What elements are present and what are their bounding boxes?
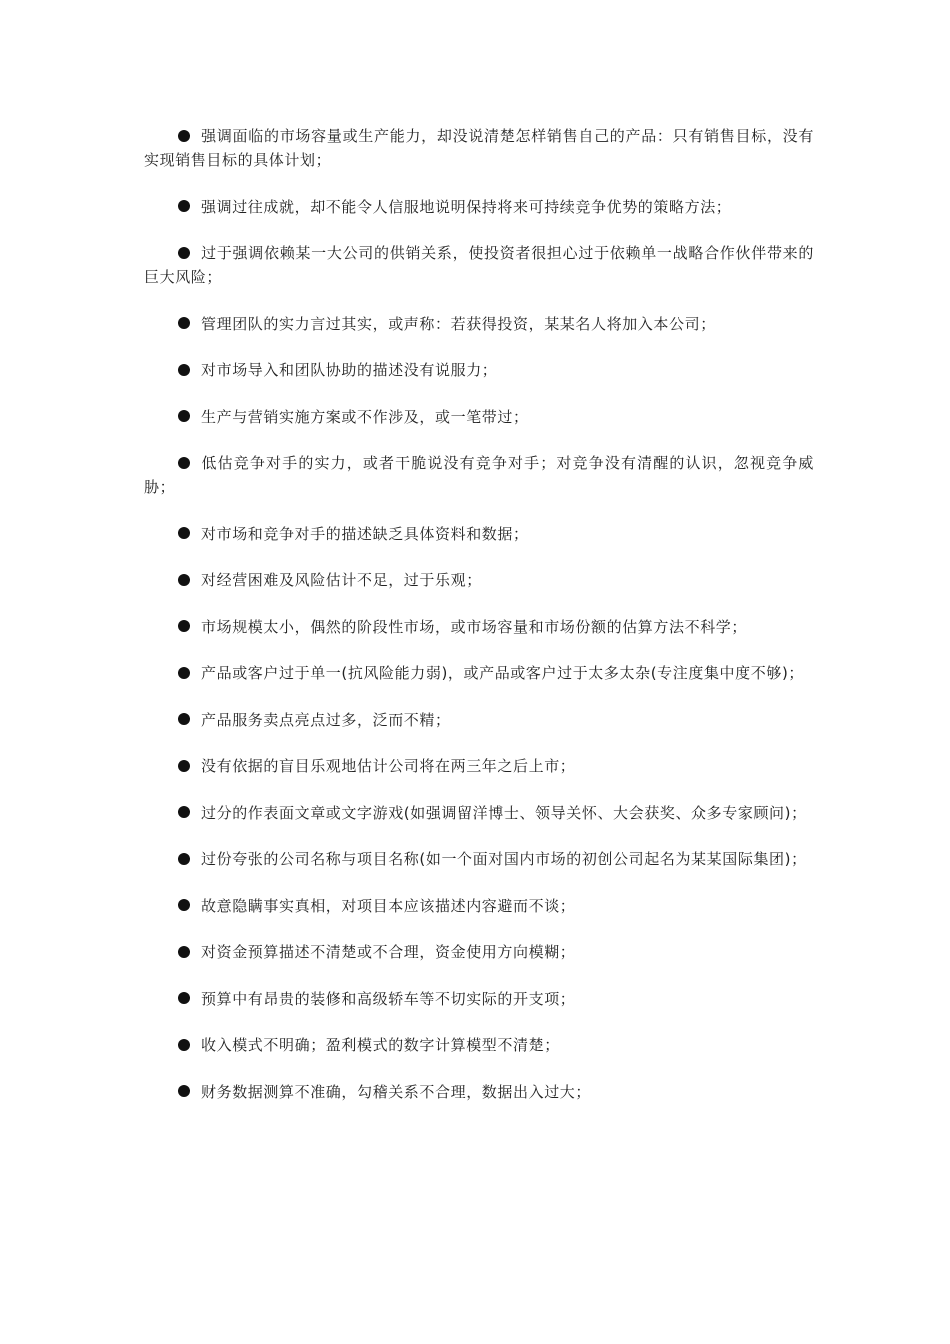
list-item: [144, 124, 814, 172]
bullet-icon: [178, 899, 190, 911]
list-item: [144, 987, 814, 1011]
list-item: [144, 894, 814, 918]
bullet-icon: [178, 667, 190, 679]
list-item: [144, 405, 814, 429]
list-item-text: 收入模式不明确；盈利模式的数字计算模型不清楚；: [201, 1036, 560, 1054]
list-item-text: 对经营困难及风险估计不足，过于乐观；: [201, 571, 482, 589]
list-item-text: 管理团队的实力言过其实，或声称：若获得投资，某某名人将加入本公司；: [201, 314, 716, 333]
list-item: [144, 358, 814, 382]
list-item: [144, 568, 814, 592]
list-item-text: 财务数据测算不准确，勾稽关系不合理，数据出入过大；: [201, 1082, 592, 1101]
list-item: [144, 708, 814, 732]
bullet-icon: [178, 130, 190, 142]
bullet-icon: [178, 247, 190, 259]
list-item: [144, 1033, 814, 1057]
list-item-text: 产品服务卖点亮点过多，泛而不精；: [201, 710, 451, 729]
bullet-icon: [178, 364, 190, 376]
list-item-text: 对市场和竞争对手的描述缺乏具体资料和数据；: [201, 524, 529, 543]
bullet-icon: [178, 760, 190, 772]
bullet-icon: [178, 457, 190, 469]
list-item-text: 没有依据的盲目乐观地估计公司将在两三年之后上市；: [201, 757, 576, 775]
list-item-text: 市场规模太小，偶然的阶段性市场，或市场容量和市场份额的估算方法不科学；: [201, 617, 748, 636]
list-item: [144, 312, 814, 336]
list-item-text: 生产与营销实施方案或不作涉及，或一笔带过；: [201, 407, 529, 426]
bullet-icon: [178, 853, 190, 865]
bullet-icon: [178, 200, 190, 212]
list-item: [144, 801, 814, 825]
bullet-icon: [178, 317, 190, 329]
bullet-icon: [178, 806, 190, 818]
list-item-text: 预算中有昂贵的装修和高级轿车等不切实际的开支项；: [201, 989, 576, 1008]
bullet-list: [144, 124, 814, 1126]
bullet-icon: [178, 574, 190, 586]
list-item-text: 过份夸张的公司名称与项目名称(如一个面对国内市场的初创公司起名为某某国际集团)；: [201, 850, 807, 868]
bullet-icon: [178, 1039, 190, 1051]
list-item-text: 故意隐瞒事实真相，对项目本应该描述内容避而不谈；: [201, 896, 576, 915]
list-item-text: 低估竞争对手的实力，或者干脆说没有竞争对手；对竞争没有清醒的认识，忽视竞争威胁；: [144, 454, 814, 496]
bullet-icon: [178, 620, 190, 632]
list-item: [144, 661, 814, 685]
list-item-text: 过于强调依赖某一大公司的供销关系，使投资者很担心过于依赖单一战略合作伙伴带来的巨大风险；: [144, 244, 814, 286]
list-item: [144, 940, 814, 964]
list-item: [144, 522, 814, 546]
list-item: [144, 241, 814, 289]
bullet-icon: [178, 713, 190, 725]
list-item-text: 强调过往成就，却不能令人信服地说明保持将来可持续竞争优势的策略方法；: [201, 197, 732, 216]
bullet-icon: [178, 992, 190, 1004]
list-item: [144, 754, 814, 778]
list-item: [144, 1080, 814, 1104]
list-item-text: 对市场导入和团队协助的描述没有说服力；: [201, 361, 498, 379]
list-item-text: 产品或客户过于单一(抗风险能力弱)，或产品或客户过于太多太杂(专注度集中度不够)；: [201, 664, 805, 682]
list-item-text: 强调面临的市场容量或生产能力，却没说清楚怎样销售自己的产品：只有销售目标，没有实现销售目标的具体计划；: [144, 127, 814, 169]
bullet-icon: [178, 1085, 190, 1097]
list-item: [144, 615, 814, 639]
list-item: [144, 451, 814, 499]
bullet-icon: [178, 946, 190, 958]
list-item-text: 对资金预算描述不清楚或不合理，资金使用方向模糊；: [201, 943, 576, 961]
bullet-icon: [178, 410, 190, 422]
list-item: [144, 195, 814, 219]
bullet-icon: [178, 527, 190, 539]
list-item-text: 过分的作表面文章或文字游戏(如强调留洋博士、领导关怀、大会获奖、众多专家顾问)；: [201, 803, 807, 822]
list-item: [144, 847, 814, 871]
